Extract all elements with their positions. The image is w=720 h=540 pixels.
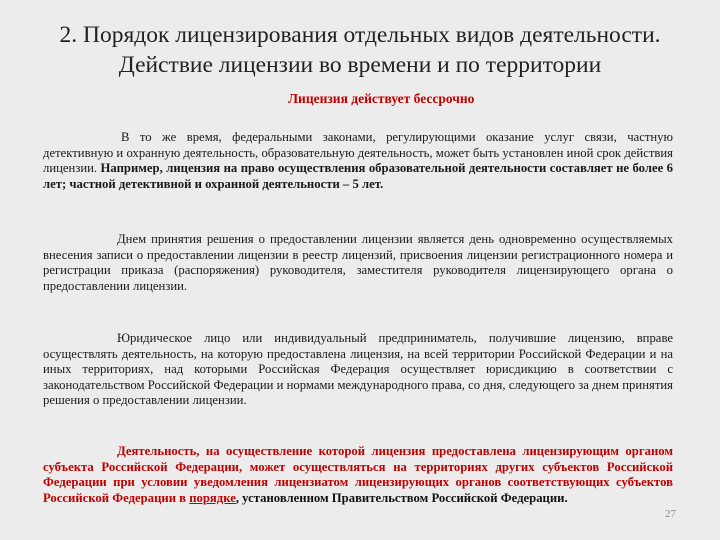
paragraph-1-bold-text: Например, лицензия на право осуществления образовательной деятельности составляет не более 6 лет; частной детективной и охранной деятельности – 5 лет. — [43, 161, 673, 191]
page-title — [30, 20, 690, 80]
paragraph-decision-date: Днем принятия решения о предоставлении лицензии является день одновременно осуществляемых внесения записи о предоставлении лицензии в реестр лицензий, присвоения лицензии регистрационного номера и регистрации приказа (распоряжения) руководителя, заместителя руководителя лицензирующего органа о предоставлении лицензии. — [43, 232, 673, 293]
paragraph-4-text: Деятельность, на осуществление которой лицензия предоставлена лицензирующим органом субъекта Российской Федерации, может осуществляться на территориях других субъектов Российской Федерации при условии уведомления лицензиатом лицензирующих органов соответствующих субъектов Российской Федерации в — [43, 444, 673, 505]
paragraph-1-text: В то же время, федеральными законами, регулирующими оказание услуг связи, частную детективную и охранную деятельность, образовательную деятельность, может быть установлен иной срок действия лицензии. — [43, 130, 673, 175]
paragraph-territory: Юридическое лицо или индивидуальный предприниматель, получившие лицензию, вправе осуществлять деятельность, на которую предоставлена лицензия, на всей территории Российской Федерации и на иных территориях, над которыми Российская Федерация осуществляет юрисдикцию в соответствии с законодательством Российской Федерации и нормами международного права, со дня, следующего за днем принятия решения о предоставлении лицензии. — [43, 331, 673, 407]
subheading: Лицензия действует бессрочно — [288, 91, 475, 106]
page-number: 27 — [665, 508, 676, 520]
paragraph-regional-license — [43, 444, 673, 506]
paragraph-validity-term — [43, 130, 673, 192]
procedure-link[interactable]: порядке — [189, 490, 236, 505]
title-line-2: Действие лицензии во времени и по территории — [118, 52, 602, 78]
title-line-1: 2. Порядок лицензирования отдельных видов деятельности. — [59, 22, 661, 48]
paragraph-4-tail-text: , установленном Правительством Российской Федерации. — [235, 490, 568, 505]
